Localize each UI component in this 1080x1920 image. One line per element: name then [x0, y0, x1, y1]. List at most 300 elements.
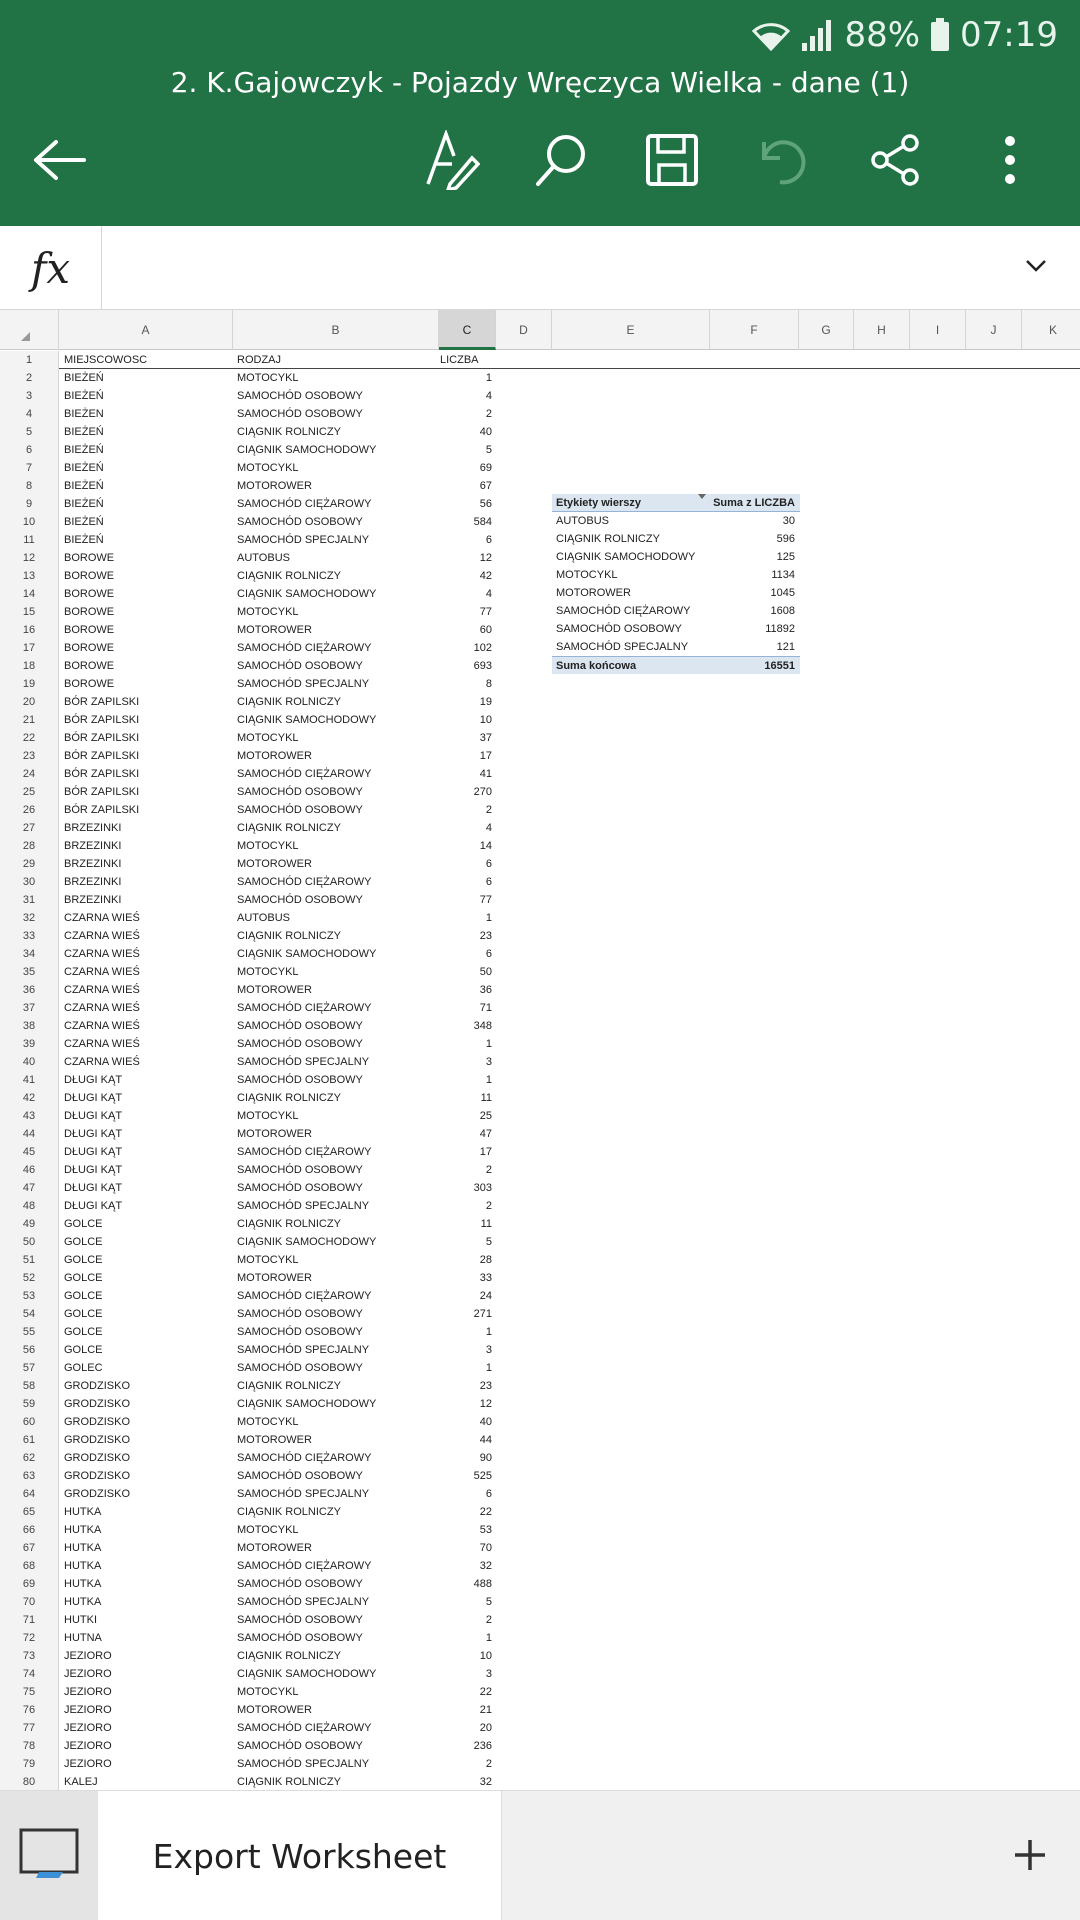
save-button[interactable]: [640, 130, 704, 194]
row-number[interactable]: 63: [0, 1467, 59, 1485]
pivot-row-label[interactable]: AUTOBUS: [556, 515, 609, 527]
cell-liczba[interactable]: 14: [479, 840, 492, 852]
cell-liczba[interactable]: 47: [479, 1128, 492, 1140]
row-number[interactable]: 2: [0, 369, 59, 387]
cell-rodzaj[interactable]: SAMOCHÓD SPECJALNY: [237, 678, 370, 690]
select-all-corner[interactable]: [0, 310, 59, 350]
row-number[interactable]: 66: [0, 1521, 59, 1539]
row-number[interactable]: 45: [0, 1143, 59, 1161]
cell-liczba[interactable]: 77: [479, 894, 492, 906]
cell-rodzaj[interactable]: CIĄGNIK ROLNICZY: [237, 696, 341, 708]
cell-liczba[interactable]: 19: [479, 696, 492, 708]
cell-rodzaj[interactable]: MOTOCYKL: [237, 372, 299, 384]
cell-rodzaj[interactable]: SAMOCHÓD OSOBOWY: [237, 390, 363, 402]
cell-rodzaj[interactable]: MOTOROWER: [237, 1704, 312, 1716]
row-number[interactable]: 70: [0, 1593, 59, 1611]
cell-rodzaj[interactable]: MOTOCYKL: [237, 1686, 299, 1698]
cell-liczba[interactable]: 36: [479, 984, 492, 996]
row-number[interactable]: 58: [0, 1377, 59, 1395]
row-number[interactable]: 50: [0, 1233, 59, 1251]
cell-miejscowosc[interactable]: BIEŻEŃ: [64, 390, 104, 402]
cell-liczba[interactable]: 2: [485, 408, 492, 420]
cell-miejscowosc[interactable]: BIEŻEŃ: [64, 444, 104, 456]
cell-rodzaj[interactable]: SAMOCHÓD OSOBOWY: [237, 1632, 363, 1644]
cell-miejscowosc[interactable]: GRODZISKO: [64, 1380, 131, 1392]
cell-miejscowosc[interactable]: BOROWE: [64, 552, 115, 564]
cell-rodzaj[interactable]: MOTOROWER: [237, 858, 312, 870]
cell-miejscowosc[interactable]: DŁUGI KĄT: [64, 1146, 123, 1158]
cell-miejscowosc[interactable]: GRODZISKO: [64, 1470, 131, 1482]
cell-miejscowosc[interactable]: BRZEZINKI: [64, 858, 122, 870]
cell-rodzaj[interactable]: SAMOCHÓD OSOBOWY: [237, 1362, 363, 1374]
cell-miejscowosc[interactable]: BOROWE: [64, 570, 115, 582]
cell-miejscowosc[interactable]: BRZEZINKI: [64, 822, 122, 834]
cell-rodzaj[interactable]: SAMOCHÓD OSOBOWY: [237, 1182, 363, 1194]
pivot-row-value[interactable]: 1045: [770, 587, 795, 599]
cell-liczba[interactable]: 33: [479, 1272, 492, 1284]
cell-rodzaj[interactable]: SAMOCHÓD OSOBOWY: [237, 894, 363, 906]
cell-miejscowosc[interactable]: BOROWE: [64, 642, 115, 654]
cell-rodzaj[interactable]: MOTOROWER: [237, 1434, 312, 1446]
cell-liczba[interactable]: 525: [473, 1470, 492, 1482]
cell-liczba[interactable]: 69: [479, 462, 492, 474]
column-header-j[interactable]: J: [966, 310, 1022, 350]
pivot-row-label[interactable]: MOTOROWER: [556, 587, 631, 599]
row-number[interactable]: 61: [0, 1431, 59, 1449]
row-number[interactable]: 18: [0, 657, 59, 675]
row-number[interactable]: 41: [0, 1071, 59, 1089]
cell-rodzaj[interactable]: CIĄGNIK ROLNICZY: [237, 1380, 341, 1392]
spreadsheet-grid[interactable]: [0, 310, 1080, 1790]
cell-liczba[interactable]: 3: [485, 1344, 492, 1356]
column-header-i[interactable]: I: [910, 310, 966, 350]
cell-liczba[interactable]: 6: [485, 1488, 492, 1500]
header-cell-b[interactable]: RODZAJ: [237, 354, 281, 366]
add-sheet-button[interactable]: [1002, 1829, 1058, 1885]
cell-miejscowosc[interactable]: JEZIORO: [64, 1668, 112, 1680]
pivot-row-label[interactable]: CIĄGNIK ROLNICZY: [556, 533, 660, 545]
cell-rodzaj[interactable]: SAMOCHÓD OSOBOWY: [237, 408, 363, 420]
cell-miejscowosc[interactable]: BIEŻEŃ: [64, 534, 104, 546]
cell-miejscowosc[interactable]: HUTKA: [64, 1578, 102, 1590]
cell-liczba[interactable]: 1: [485, 912, 492, 924]
cell-rodzaj[interactable]: CIĄGNIK ROLNICZY: [237, 570, 341, 582]
cell-rodzaj[interactable]: SAMOCHÓD SPECJALNY: [237, 1344, 370, 1356]
cell-rodzaj[interactable]: MOTOCYKL: [237, 606, 299, 618]
cell-liczba[interactable]: 17: [479, 750, 492, 762]
pivot-total-label[interactable]: Suma końcowa: [556, 660, 637, 672]
cell-rodzaj[interactable]: AUTOBUS: [237, 912, 290, 924]
cell-liczba[interactable]: 4: [485, 588, 492, 600]
cell-rodzaj[interactable]: SAMOCHÓD OSOBOWY: [237, 1074, 363, 1086]
row-number[interactable]: 52: [0, 1269, 59, 1287]
row-number[interactable]: 26: [0, 801, 59, 819]
cell-miejscowosc[interactable]: DŁUGI KĄT: [64, 1200, 123, 1212]
cell-liczba[interactable]: 6: [485, 876, 492, 888]
cell-miejscowosc[interactable]: HUTKA: [64, 1542, 102, 1554]
cell-rodzaj[interactable]: CIĄGNIK SAMOCHODOWY: [237, 1236, 377, 1248]
cell-liczba[interactable]: 42: [479, 570, 492, 582]
pivot-row-value[interactable]: 121: [776, 641, 795, 653]
cell-liczba[interactable]: 56: [479, 498, 492, 510]
cell-liczba[interactable]: 2: [485, 1758, 492, 1770]
cell-liczba[interactable]: 1: [485, 372, 492, 384]
cell-rodzaj[interactable]: SAMOCHÓD SPECJALNY: [237, 1596, 370, 1608]
cell-miejscowosc[interactable]: BÓR ZAPILSKI: [64, 696, 140, 708]
column-header-g[interactable]: G: [799, 310, 854, 350]
undo-button[interactable]: [752, 130, 816, 194]
cell-miejscowosc[interactable]: JEZIORO: [64, 1650, 112, 1662]
row-number[interactable]: 17: [0, 639, 59, 657]
more-options-button[interactable]: [978, 130, 1042, 194]
cell-rodzaj[interactable]: SAMOCHÓD OSOBOWY: [237, 1614, 363, 1626]
row-number[interactable]: 20: [0, 693, 59, 711]
cell-liczba[interactable]: 90: [479, 1452, 492, 1464]
cell-rodzaj[interactable]: SAMOCHÓD SPECJALNY: [237, 1200, 370, 1212]
formula-input[interactable]: [102, 226, 1002, 310]
pivot-row-value[interactable]: 1608: [770, 605, 795, 617]
cell-liczba[interactable]: 20: [479, 1722, 492, 1734]
cell-miejscowosc[interactable]: CZARNA WIEŚ: [64, 948, 140, 960]
header-cell-c[interactable]: LICZBA: [440, 354, 479, 366]
cell-liczba[interactable]: 11: [480, 1092, 492, 1104]
row-number[interactable]: 16: [0, 621, 59, 639]
row-number[interactable]: 33: [0, 927, 59, 945]
cell-miejscowosc[interactable]: GOLEC: [64, 1362, 103, 1374]
row-number[interactable]: 54: [0, 1305, 59, 1323]
pivot-row-value[interactable]: 125: [776, 551, 795, 563]
cell-liczba[interactable]: 2: [485, 1164, 492, 1176]
row-number[interactable]: 77: [0, 1719, 59, 1737]
column-header-a[interactable]: A: [59, 310, 233, 350]
cell-miejscowosc[interactable]: BOROWE: [64, 606, 115, 618]
row-number[interactable]: 53: [0, 1287, 59, 1305]
cell-rodzaj[interactable]: CIĄGNIK ROLNICZY: [237, 1776, 341, 1788]
cell-liczba[interactable]: 6: [485, 534, 492, 546]
cell-liczba[interactable]: 2: [485, 804, 492, 816]
row-number[interactable]: 68: [0, 1557, 59, 1575]
cell-miejscowosc[interactable]: BÓR ZAPILSKI: [64, 786, 140, 798]
cell-miejscowosc[interactable]: DŁUGI KĄT: [64, 1182, 123, 1194]
cell-liczba[interactable]: 10: [479, 1650, 492, 1662]
cell-rodzaj[interactable]: CIĄGNIK ROLNICZY: [237, 1218, 341, 1230]
cell-miejscowosc[interactable]: BÓR ZAPILSKI: [64, 714, 140, 726]
row-number[interactable]: 67: [0, 1539, 59, 1557]
row-number[interactable]: 35: [0, 963, 59, 981]
cell-rodzaj[interactable]: SAMOCHÓD OSOBOWY: [237, 516, 363, 528]
cell-liczba[interactable]: 488: [473, 1578, 492, 1590]
row-number[interactable]: 28: [0, 837, 59, 855]
row-number[interactable]: 7: [0, 459, 59, 477]
cell-liczba[interactable]: 12: [479, 1398, 492, 1410]
cell-liczba[interactable]: 270: [473, 786, 492, 798]
row-number[interactable]: 51: [0, 1251, 59, 1269]
cell-miejscowosc[interactable]: HUTKA: [64, 1524, 102, 1536]
row-number[interactable]: 46: [0, 1161, 59, 1179]
row-number[interactable]: 49: [0, 1215, 59, 1233]
cell-liczba[interactable]: 348: [473, 1020, 492, 1032]
row-number[interactable]: 4: [0, 405, 59, 423]
cell-liczba[interactable]: 28: [479, 1254, 492, 1266]
cell-rodzaj[interactable]: MOTOCYKL: [237, 732, 299, 744]
cell-rodzaj[interactable]: SAMOCHÓD OSOBOWY: [237, 660, 363, 672]
cell-rodzaj[interactable]: SAMOCHÓD SPECJALNY: [237, 534, 370, 546]
cell-miejscowosc[interactable]: GOLCE: [64, 1218, 103, 1230]
cell-liczba[interactable]: 40: [479, 426, 492, 438]
cell-miejscowosc[interactable]: GRODZISKO: [64, 1398, 131, 1410]
sheet-tab-export-worksheet[interactable]: Export Worksheet: [98, 1791, 502, 1920]
row-number[interactable]: 15: [0, 603, 59, 621]
pivot-row-label[interactable]: SAMOCHÓD CIĘŻAROWY: [556, 605, 691, 617]
cell-miejscowosc[interactable]: GOLCE: [64, 1254, 103, 1266]
row-number[interactable]: 19: [0, 675, 59, 693]
pivot-row-label[interactable]: SAMOCHÓD SPECJALNY: [556, 641, 689, 653]
cell-liczba[interactable]: 22: [479, 1506, 492, 1518]
cell-miejscowosc[interactable]: BRZEZINKI: [64, 876, 122, 888]
cell-liczba[interactable]: 5: [485, 1596, 492, 1608]
cell-liczba[interactable]: 12: [479, 552, 492, 564]
cell-liczba[interactable]: 1: [485, 1038, 492, 1050]
row-number[interactable]: 22: [0, 729, 59, 747]
row-number[interactable]: 32: [0, 909, 59, 927]
row-number[interactable]: 59: [0, 1395, 59, 1413]
cell-miejscowosc[interactable]: GRODZISKO: [64, 1452, 131, 1464]
filter-dropdown-icon[interactable]: [698, 494, 706, 499]
cell-rodzaj[interactable]: SAMOCHÓD CIĘŻAROWY: [237, 1146, 372, 1158]
cell-liczba[interactable]: 8: [485, 678, 492, 690]
cell-rodzaj[interactable]: SAMOCHÓD CIĘŻAROWY: [237, 1452, 372, 1464]
cell-miejscowosc[interactable]: BIEŻEŃ: [64, 462, 104, 474]
cell-liczba[interactable]: 70: [479, 1542, 492, 1554]
cell-rodzaj[interactable]: MOTOROWER: [237, 984, 312, 996]
cell-rodzaj[interactable]: CIĄGNIK ROLNICZY: [237, 1506, 341, 1518]
row-number[interactable]: 57: [0, 1359, 59, 1377]
pivot-row-label[interactable]: CIĄGNIK SAMOCHODOWY: [556, 551, 696, 563]
row-number[interactable]: 39: [0, 1035, 59, 1053]
cell-miejscowosc[interactable]: GOLCE: [64, 1326, 103, 1338]
cell-miejscowosc[interactable]: BOROWE: [64, 678, 115, 690]
column-header-k[interactable]: K: [1022, 310, 1080, 350]
cell-rodzaj[interactable]: SAMOCHÓD OSOBOWY: [237, 1470, 363, 1482]
column-header-f[interactable]: F: [710, 310, 799, 350]
row-number[interactable]: 38: [0, 1017, 59, 1035]
cell-liczba[interactable]: 77: [479, 606, 492, 618]
cell-rodzaj[interactable]: SAMOCHÓD OSOBOWY: [237, 1164, 363, 1176]
formula-expand-button[interactable]: [1012, 244, 1060, 292]
cell-liczba[interactable]: 44: [479, 1434, 492, 1446]
column-header-d[interactable]: D: [496, 310, 552, 350]
cell-rodzaj[interactable]: SAMOCHÓD OSOBOWY: [237, 1326, 363, 1338]
cell-miejscowosc[interactable]: BIEŻEŃ: [64, 426, 104, 438]
cell-miejscowosc[interactable]: JEZIORO: [64, 1758, 112, 1770]
row-number[interactable]: 24: [0, 765, 59, 783]
cell-miejscowosc[interactable]: CZARNA WIEŚ: [64, 1038, 140, 1050]
cell-miejscowosc[interactable]: GRODZISKO: [64, 1434, 131, 1446]
cell-rodzaj[interactable]: SAMOCHÓD OSOBOWY: [237, 804, 363, 816]
cell-liczba[interactable]: 5: [485, 444, 492, 456]
cell-rodzaj[interactable]: SAMOCHÓD CIĘŻAROWY: [237, 498, 372, 510]
cell-miejscowosc[interactable]: HUTKI: [64, 1614, 97, 1626]
cell-liczba[interactable]: 236: [473, 1740, 492, 1752]
cell-liczba[interactable]: 6: [485, 948, 492, 960]
cell-miejscowosc[interactable]: BRZEZINKI: [64, 894, 122, 906]
cell-miejscowosc[interactable]: JEZIORO: [64, 1704, 112, 1716]
cell-liczba[interactable]: 693: [473, 660, 492, 672]
cell-rodzaj[interactable]: MOTOCYKL: [237, 1110, 299, 1122]
draw-button[interactable]: [420, 130, 484, 194]
cell-rodzaj[interactable]: SAMOCHÓD CIĘŻAROWY: [237, 876, 372, 888]
row-number[interactable]: 27: [0, 819, 59, 837]
cell-liczba[interactable]: 584: [473, 516, 492, 528]
cell-miejscowosc[interactable]: BOROWE: [64, 660, 115, 672]
cell-liczba[interactable]: 2: [485, 1614, 492, 1626]
cell-liczba[interactable]: 4: [485, 822, 492, 834]
cell-miejscowosc[interactable]: BRZEZINKI: [64, 840, 122, 852]
cell-rodzaj[interactable]: CIĄGNIK ROLNICZY: [237, 426, 341, 438]
row-number[interactable]: 23: [0, 747, 59, 765]
cell-miejscowosc[interactable]: GOLCE: [64, 1344, 103, 1356]
row-number[interactable]: 10: [0, 513, 59, 531]
row-number[interactable]: 71: [0, 1611, 59, 1629]
row-number[interactable]: 42: [0, 1089, 59, 1107]
row-number[interactable]: 12: [0, 549, 59, 567]
cell-liczba[interactable]: 1: [485, 1074, 492, 1086]
cell-rodzaj[interactable]: MOTOCYKL: [237, 1416, 299, 1428]
row-number[interactable]: 43: [0, 1107, 59, 1125]
row-number[interactable]: 11: [0, 531, 59, 549]
row-number[interactable]: 64: [0, 1485, 59, 1503]
cell-miejscowosc[interactable]: BÓR ZAPILSKI: [64, 768, 140, 780]
row-number[interactable]: 21: [0, 711, 59, 729]
cell-liczba[interactable]: 23: [479, 1380, 492, 1392]
pivot-total-value[interactable]: 16551: [764, 660, 795, 672]
cell-rodzaj[interactable]: SAMOCHÓD OSOBOWY: [237, 1020, 363, 1032]
cell-miejscowosc[interactable]: CZARNA WIEŚ: [64, 1002, 140, 1014]
cell-rodzaj[interactable]: CIĄGNIK SAMOCHODOWY: [237, 714, 377, 726]
cell-miejscowosc[interactable]: CZARNA WIEŚ: [64, 930, 140, 942]
row-number[interactable]: 1: [0, 351, 59, 369]
cell-liczba[interactable]: 303: [473, 1182, 492, 1194]
cell-miejscowosc[interactable]: KALEJ: [64, 1776, 98, 1788]
cell-rodzaj[interactable]: MOTOCYKL: [237, 966, 299, 978]
cell-liczba[interactable]: 17: [479, 1146, 492, 1158]
cell-miejscowosc[interactable]: GOLCE: [64, 1308, 103, 1320]
back-button[interactable]: [28, 130, 92, 194]
row-number[interactable]: 25: [0, 783, 59, 801]
row-number[interactable]: 72: [0, 1629, 59, 1647]
cell-rodzaj[interactable]: SAMOCHÓD SPECJALNY: [237, 1056, 370, 1068]
row-number[interactable]: 62: [0, 1449, 59, 1467]
row-number[interactable]: 47: [0, 1179, 59, 1197]
cell-rodzaj[interactable]: MOTOROWER: [237, 1542, 312, 1554]
row-number[interactable]: 73: [0, 1647, 59, 1665]
cell-miejscowosc[interactable]: CZARNA WIEŚ: [64, 966, 140, 978]
cell-rodzaj[interactable]: CIĄGNIK ROLNICZY: [237, 822, 341, 834]
cell-miejscowosc[interactable]: HUTKA: [64, 1506, 102, 1518]
pivot-header-label[interactable]: Etykiety wierszy: [556, 497, 641, 509]
cell-rodzaj[interactable]: CIĄGNIK ROLNICZY: [237, 930, 341, 942]
pivot-row-value[interactable]: 30: [782, 515, 795, 527]
cell-miejscowosc[interactable]: HUTKA: [64, 1560, 102, 1572]
row-number[interactable]: 65: [0, 1503, 59, 1521]
row-number[interactable]: 69: [0, 1575, 59, 1593]
cell-liczba[interactable]: 102: [473, 642, 492, 654]
cell-miejscowosc[interactable]: BÓR ZAPILSKI: [64, 804, 140, 816]
cell-liczba[interactable]: 1: [485, 1362, 492, 1374]
cell-miejscowosc[interactable]: DŁUGI KĄT: [64, 1164, 123, 1176]
cell-liczba[interactable]: 40: [479, 1416, 492, 1428]
cell-liczba[interactable]: 23: [479, 930, 492, 942]
cell-miejscowosc[interactable]: BÓR ZAPILSKI: [64, 750, 140, 762]
cell-rodzaj[interactable]: CIĄGNIK SAMOCHODOWY: [237, 444, 377, 456]
cell-liczba[interactable]: 32: [479, 1560, 492, 1572]
cell-rodzaj[interactable]: CIĄGNIK SAMOCHODOWY: [237, 1668, 377, 1680]
cell-rodzaj[interactable]: MOTOROWER: [237, 1272, 312, 1284]
row-number[interactable]: 9: [0, 495, 59, 513]
cell-liczba[interactable]: 1: [485, 1632, 492, 1644]
cell-miejscowosc[interactable]: BIEŻEŃ: [64, 516, 104, 528]
cell-liczba[interactable]: 6: [485, 858, 492, 870]
row-number[interactable]: 44: [0, 1125, 59, 1143]
cell-miejscowosc[interactable]: DŁUGI KĄT: [64, 1110, 123, 1122]
cell-miejscowosc[interactable]: BOROWE: [64, 588, 115, 600]
cell-liczba[interactable]: 4: [485, 390, 492, 402]
row-number[interactable]: 30: [0, 873, 59, 891]
row-number[interactable]: 55: [0, 1323, 59, 1341]
row-number[interactable]: 37: [0, 999, 59, 1017]
cell-rodzaj[interactable]: MOTOCYKL: [237, 840, 299, 852]
pivot-row-value[interactable]: 11892: [765, 623, 795, 635]
cell-rodzaj[interactable]: SAMOCHÓD OSOBOWY: [237, 1578, 363, 1590]
cell-liczba[interactable]: 60: [479, 624, 492, 636]
cell-miejscowosc[interactable]: BIEŻEŃ: [64, 480, 104, 492]
cell-miejscowosc[interactable]: BIEŻEŃ: [64, 498, 104, 510]
cell-liczba[interactable]: 53: [479, 1524, 492, 1536]
cell-liczba[interactable]: 21: [479, 1704, 492, 1716]
pivot-row-label[interactable]: MOTOCYKL: [556, 569, 618, 581]
cell-rodzaj[interactable]: SAMOCHÓD CIĘŻAROWY: [237, 768, 372, 780]
cell-liczba[interactable]: 2: [485, 1200, 492, 1212]
cell-miejscowosc[interactable]: BIEŻEŃ: [64, 372, 104, 384]
row-number[interactable]: 14: [0, 585, 59, 603]
row-number[interactable]: 48: [0, 1197, 59, 1215]
cell-rodzaj[interactable]: MOTOCYKL: [237, 1254, 299, 1266]
cell-miejscowosc[interactable]: CZARNA WIEŚ: [64, 984, 140, 996]
cell-liczba[interactable]: 41: [479, 768, 492, 780]
cell-miejscowosc[interactable]: DŁUGI KĄT: [64, 1092, 123, 1104]
cell-miejscowosc[interactable]: CZARNA WIEŚ: [64, 1020, 140, 1032]
cell-miejscowosc[interactable]: GOLCE: [64, 1272, 103, 1284]
pivot-row-label[interactable]: SAMOCHÓD OSOBOWY: [556, 623, 682, 635]
row-number[interactable]: 13: [0, 567, 59, 585]
cell-rodzaj[interactable]: CIĄGNIK ROLNICZY: [237, 1092, 341, 1104]
row-number[interactable]: 31: [0, 891, 59, 909]
cell-rodzaj[interactable]: CIĄGNIK SAMOCHODOWY: [237, 948, 377, 960]
cell-rodzaj[interactable]: CIĄGNIK SAMOCHODOWY: [237, 1398, 377, 1410]
cell-miejscowosc[interactable]: JEZIORO: [64, 1686, 112, 1698]
header-cell-a[interactable]: MIEJSCOWOSC: [64, 354, 148, 366]
row-number[interactable]: 6: [0, 441, 59, 459]
pivot-row-value[interactable]: 1134: [771, 569, 795, 581]
cell-liczba[interactable]: 11: [480, 1218, 492, 1230]
cell-rodzaj[interactable]: SAMOCHÓD OSOBOWY: [237, 1740, 363, 1752]
sheets-toggle-button[interactable]: [0, 1791, 98, 1920]
cell-miejscowosc[interactable]: JEZIORO: [64, 1740, 112, 1752]
cell-rodzaj[interactable]: MOTOROWER: [237, 750, 312, 762]
cell-rodzaj[interactable]: SAMOCHÓD OSOBOWY: [237, 1038, 363, 1050]
row-number[interactable]: 34: [0, 945, 59, 963]
cell-liczba[interactable]: 271: [473, 1308, 492, 1320]
